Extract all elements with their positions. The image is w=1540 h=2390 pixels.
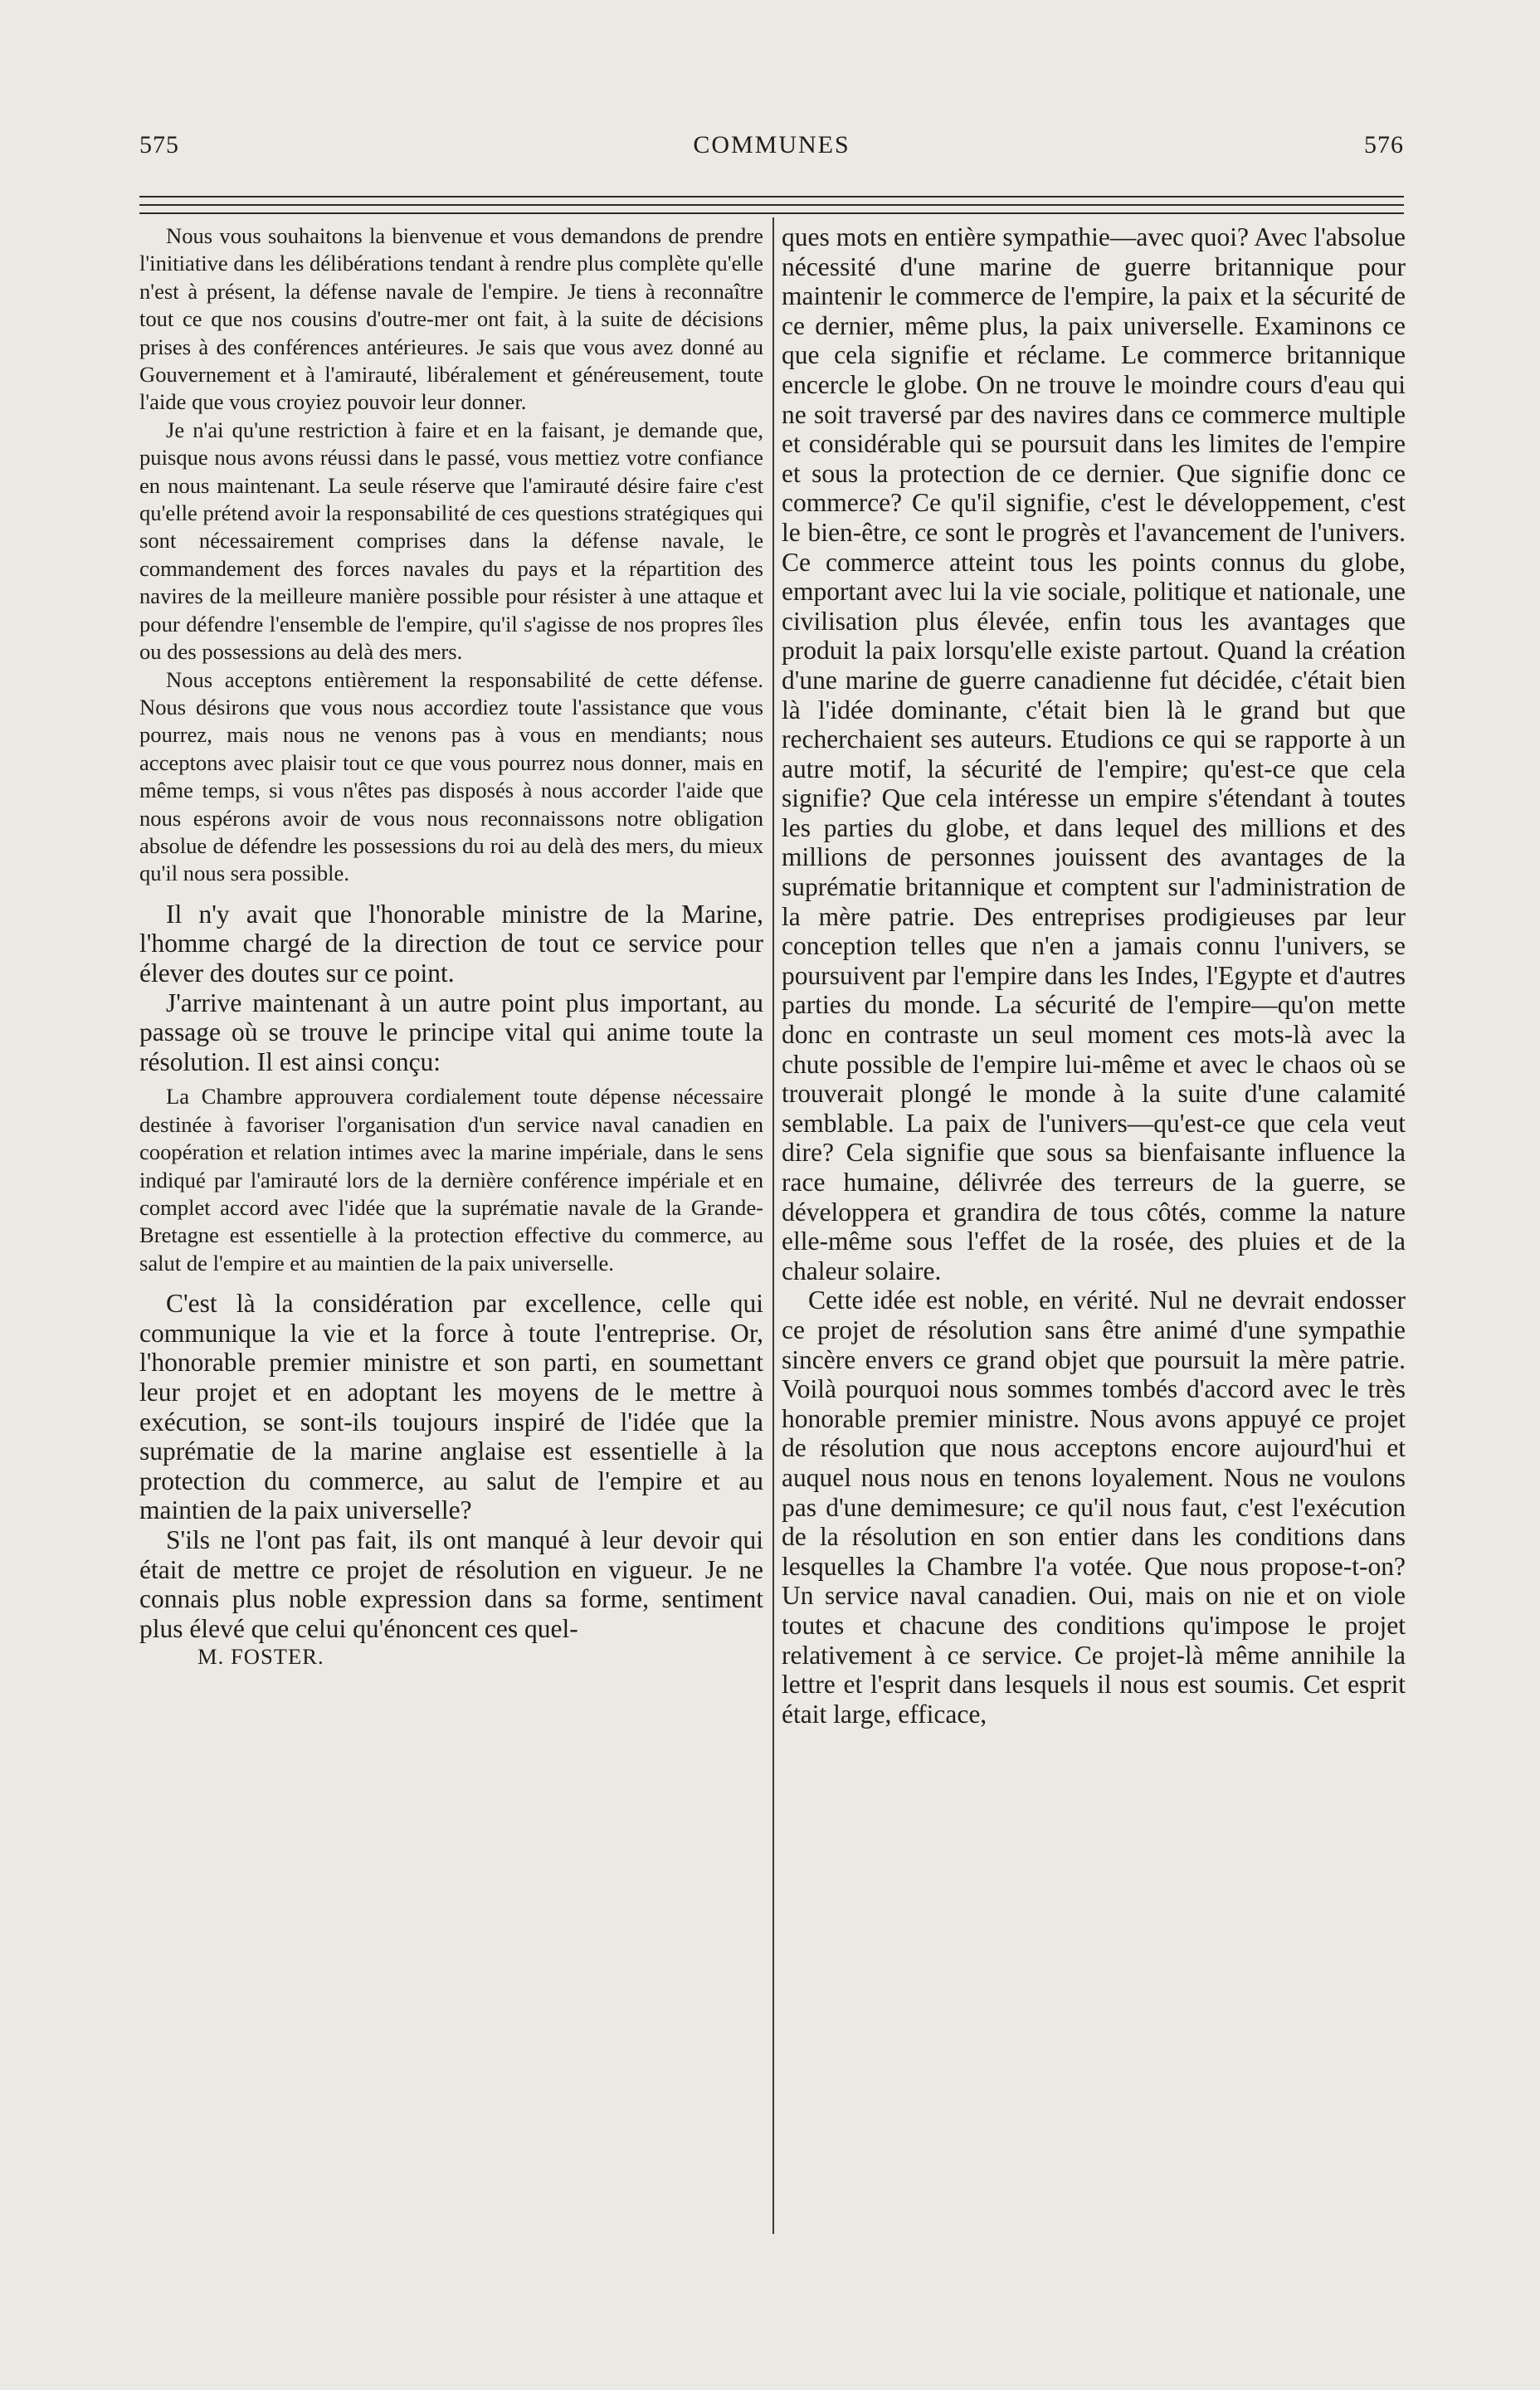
header-rule [139,204,1404,206]
paragraph: Nous acceptons entièrement la responsabilité de cette défense. Nous désirons que vous nous accordiez toute l'assistance que vous pourrez, mais nous ne venons pas à vous en mendiants; nous acceptons avec plaisir tout ce que vous pourrez nous donner, mais en même temps, si vous n'êtes pas disposés à nous accorder l'aide que nous espérons avoir de vous nous reconnaissons notre obligation absolue de défendre les possessions du roi au delà des mers, du mieux qu'il nous sera possible. [139,666,763,886]
header-rule [139,196,1404,198]
paragraph: Je n'ai qu'une restriction à faire et en la faisant, je demande que, puisque nous avons réussi dans le passé, vous mettiez votre confiance en nous maintenant. La seule réserve que l'amirauté désire faire c'est qu'elle prétend avoir la responsabilité de ces questions stratégiques qui sont nécessairement comprises dans la défense navale, le commandement des forces navales du pays et la répartition des navires de la meilleure manière possible pour résister à une attaque et pour défendre l'ensemble de l'empire, qu'il s'agisse de nos propres îles ou des possessions au delà des mers. [139,417,763,665]
paragraph: S'ils ne l'ont pas fait, ils ont manqué à leur devoir qui était de mettre ce projet de résolution en vigueur. Je ne connais plus noble expression dans sa forme, sentiment plus élevé que celui qu'énoncent ces quel- [139,1524,763,1643]
running-title: COMMUNES [693,131,850,159]
paragraph: ques mots en entière sympathie—avec quoi? Avec l'absolue nécessité d'une marine de guerre britannique pour maintenir le commerce de l'empire, la paix et la sécurité de ce dernier, même plus, la paix universelle. Examinons ce que cela signifie et réclame. Le commerce britannique encercle le globe. On ne trouve le moindre cours d'eau qui ne soit traversé par des navires dans ce commerce multiple et considérable qui se poursuit dans les limites de l'empire et sous la protection de ce dernier. Que signifie donc ce commerce? Ce qu'il signifie, c'est le développement, c'est le bien-être, ce sont le progrès et l'avancement de l'univers. Ce commerce atteint tous les points connus du globe, emportant avec lui la vie sociale, politique et nationale, une civilisation plus élevée, enfin tous les avantages que produit la paix lorsqu'elle existe partout. Quand la création d'une marine de guerre canadienne fut décidée, c'était bien là l'idée dominante, c'était bien là le grand but que recherchaient ses auteurs. Etudions ce qui se rapporte à un autre motif, la sécurité de l'empire; qu'est-ce que cela signifie? Que cela intéresse un empire s'étendant à toutes les parties du globe, et dans lequel des millions et des millions de personnes jouissent des avantages de la suprématie britannique et comptent sur l'administration de la mère patrie. Des entreprises prodigieuses par leur conception telles que n'en a jamais connu l'univers, se poursuivent par l'empire dans les Indes, l'Egypte et d'autres parties du monde. La sécurité de l'empire—qu'on mette donc en contraste un seul moment ces mots-là avec la chute possible de l'empire lui-même et avec le chaos où se trouverait plongé le monde à la suite d'une calamité semblable. La paix de l'univers—qu'est-ce que cela veut dire? Cela signifie que sous sa bienfaisante influence la race humaine, délivrée des terreurs de la guerre, se développera et grandira de tous côtés, comme la nature elle-même sous l'effet de la rosée, des pluies et de la chaleur solaire. [782,222,1406,1285]
page-number-right: 576 [1364,131,1404,159]
paragraph: Nous vous souhaitons la bienvenue et vous demandons de prendre l'initiative dans les délibérations tendant à rendre plus complète qu'elle n'est à présent, la défense navale de l'empire. Je tiens à reconnaître tout ce que nos cousins d'outre-mer ont fait, à la suite de décisions prises à des conférences antérieures. Je sais que vous avez donné au Gouvernement et à l'amirauté, libéralement et généreusement, toute l'aide que vous croyiez pouvoir leur donner. [139,223,763,415]
left-column [139,222,763,1671]
paragraph: C'est là la considération par excellence, celle qui communique la vie et la force à toute l'entreprise. Or, l'honorable premier ministre et son parti, en soumettant leur projet et en adoptant les moyens de le mettre à exécution, se sont-ils toujours inspiré de l'idée que la suprématie de la marine anglaise est essentielle à la protection du commerce, au salut de l'empire et au maintien de la paix universelle? [139,1289,763,1525]
right-column [782,222,1406,1729]
header-rule [139,212,1404,214]
paragraph: J'arrive maintenant à un autre point plus important, au passage où se trouve le principe vital qui anime toute la résolution. Il est ainsi conçu: [139,988,763,1076]
paragraph: Il n'y avait que l'honorable ministre de la Marine, l'homme chargé de la direction de tout ce service pour élever des doutes sur ce point. [139,899,763,988]
page-number-left: 575 [139,131,179,159]
speaker-name: M. FOSTER. [197,1644,324,1670]
paragraph: Cette idée est noble, en vérité. Nul ne devrait endosser ce projet de résolution sans être animé d'une sympathie sincère envers ce grand objet que poursuit la mère patrie. Voilà pourquoi nous sommes tombés d'accord avec le très honorable premier ministre. Nous avons appuyé ce projet de résolution que nous acceptons encore aujourd'hui et auquel nous nous en tenons loyalement. Nous ne voulons pas d'une demimesure; ce qu'il nous faut, c'est l'exécution de la résolution en son entier dans les conditions dans lesquelles la Chambre l'a votée. Que nous propose-t-on? Un service naval canadien. Oui, mais on nie et on viole toutes et chacune des conditions qu'impose le projet relativement à ce service. Ce projet-là même annihile la lettre et l'esprit dans lesquels il nous est soumis. Cet esprit était large, efficace, [782,1285,1406,1729]
column-divider [772,217,774,2234]
page-header [139,131,1404,173]
quoted-resolution: La Chambre approuvera cordialement toute dépense nécessaire destinée à favoriser l'organisation d'un service naval canadien en coopération et relation intimes avec la marine impériale, dans le sens indiqué par l'amirauté lors de la dernière conférence impériale et en complet accord avec l'idée que la suprématie navale de la Grande-Bretagne est essentielle à la protection effective du commerce, au salut de l'empire et au maintien de la paix universelle. [139,1084,763,1275]
